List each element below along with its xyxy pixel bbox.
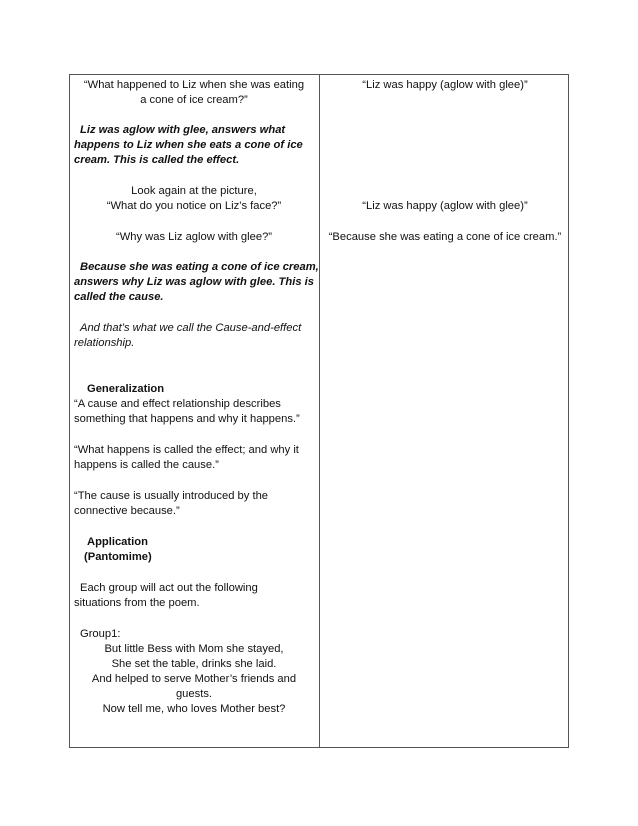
generalization-line: something that happens and why it happens.” xyxy=(74,413,300,425)
generalization-line: happens is called the cause.” xyxy=(74,459,219,471)
generalization-line: connective because.” xyxy=(74,505,180,517)
effect-explanation-line: cream. This is called the effect. xyxy=(74,154,240,166)
group-instruction-line: Each group will act out the following xyxy=(80,582,258,594)
effect-explanation-line: Liz was aglow with glee, answers what xyxy=(80,124,286,136)
poem-line: guests. xyxy=(175,688,213,700)
lesson-table xyxy=(69,74,569,748)
cause-explanation-line: called the cause. xyxy=(74,291,164,303)
relationship-line: And that’s what we call the Cause-and-effect xyxy=(80,322,302,334)
group-instruction-line: situations from the poem. xyxy=(74,597,200,609)
cause-explanation-line: Because she was eating a cone of ice cream, xyxy=(80,261,319,273)
application-subheading: (Pantomime) xyxy=(84,551,152,563)
question-line: a cone of ice cream?” xyxy=(140,94,248,106)
relationship-line: relationship. xyxy=(74,337,135,349)
poem-line: And helped to serve Mother’s friends and xyxy=(91,673,297,685)
column-divider xyxy=(319,75,320,747)
generalization-line: “The cause is usually introduced by the xyxy=(74,490,269,502)
generalization-heading: Generalization xyxy=(87,383,165,395)
question-line: “What happened to Liz when she was eating xyxy=(83,79,305,91)
group-label: Group1: xyxy=(80,628,121,640)
pupil-answer: “Liz was happy (aglow with glee)” xyxy=(362,200,528,212)
poem-line: She set the table, drinks she laid. xyxy=(111,658,277,670)
cause-explanation-line: answers why Liz was aglow with glee. This is xyxy=(74,276,314,288)
pupil-answer: “Because she was eating a cone of ice cream.” xyxy=(328,231,562,243)
generalization-line: “A cause and effect relationship describes xyxy=(74,398,281,410)
generalization-line: “What happens is called the effect; and why it xyxy=(74,444,299,456)
poem-line: Now tell me, who loves Mother best? xyxy=(102,703,286,715)
question-line: “Why was Liz aglow with glee?” xyxy=(115,231,273,243)
effect-explanation-line: happens to Liz when she eats a cone of ice xyxy=(74,139,303,151)
application-heading: Application xyxy=(87,536,148,548)
pupil-answer: “Liz was happy (aglow with glee)” xyxy=(362,79,528,91)
instruction-line: Look again at the picture, xyxy=(131,185,257,197)
poem-line: But little Bess with Mom she stayed, xyxy=(104,643,284,655)
question-line: “What do you notice on Liz’s face?” xyxy=(106,200,282,212)
